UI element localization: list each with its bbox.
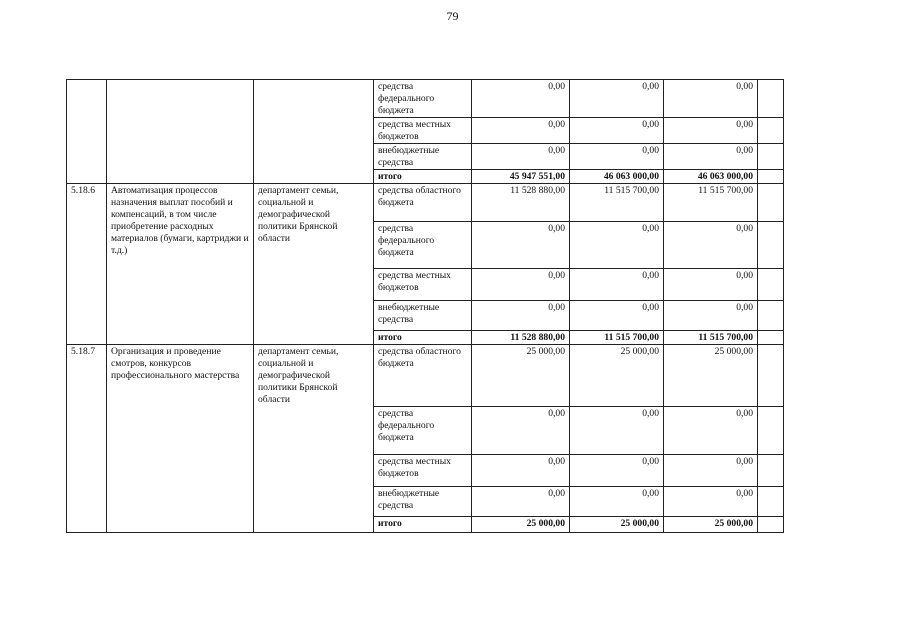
- executor-cell-empty: [254, 80, 374, 184]
- item-code: 5.18.7: [67, 345, 107, 533]
- item-code: 5.18.6: [67, 184, 107, 345]
- funding-source: средства федерального бюджета: [374, 222, 472, 269]
- value-cell: 0,00: [664, 144, 758, 170]
- value-cell: 0,00: [664, 269, 758, 301]
- value-cell: [758, 345, 784, 407]
- value-cell: 0,00: [570, 144, 664, 170]
- value-cell: 0,00: [664, 487, 758, 517]
- value-cell: [758, 331, 784, 345]
- funding-source: средства областного бюджета: [374, 184, 472, 222]
- value-cell: [758, 455, 784, 487]
- item-executor: департамент семьи, социальной и демографической политики Брянской области: [254, 345, 374, 533]
- value-cell: [758, 517, 784, 533]
- value-cell: 0,00: [570, 118, 664, 144]
- title-cell-empty: [107, 80, 254, 184]
- value-cell: [758, 118, 784, 144]
- table-row: [67, 184, 784, 222]
- total-value-cell: 25 000,00: [664, 517, 758, 533]
- value-cell: 0,00: [570, 301, 664, 331]
- value-cell: [758, 222, 784, 269]
- value-cell: 0,00: [664, 455, 758, 487]
- total-value-cell: 46 063 000,00: [664, 170, 758, 184]
- total-value-cell: 25 000,00: [472, 517, 570, 533]
- value-cell: 25 000,00: [664, 345, 758, 407]
- total-value-cell: 46 063 000,00: [570, 170, 664, 184]
- value-cell: 0,00: [472, 487, 570, 517]
- total-value-cell: 11 515 700,00: [664, 331, 758, 345]
- value-cell: [758, 269, 784, 301]
- value-cell: 11 515 700,00: [570, 184, 664, 222]
- table-row: [67, 80, 784, 118]
- item-title: Организация и проведение смотров, конкурсов профессионального мастерства: [107, 345, 254, 533]
- value-cell: [758, 80, 784, 118]
- value-cell: [758, 407, 784, 455]
- funding-source-total: итого: [374, 331, 472, 345]
- value-cell: 0,00: [570, 487, 664, 517]
- total-value-cell: 45 947 551,00: [472, 170, 570, 184]
- value-cell: 0,00: [472, 80, 570, 118]
- value-cell: 0,00: [570, 222, 664, 269]
- funding-source: средства областного бюджета: [374, 345, 472, 407]
- funding-source: внебюджетные средства: [374, 301, 472, 331]
- value-cell: 0,00: [664, 222, 758, 269]
- page-number: 79: [446, 9, 459, 23]
- value-cell: 0,00: [472, 269, 570, 301]
- value-cell: 0,00: [664, 301, 758, 331]
- funding-source: внебюджетные средства: [374, 487, 472, 517]
- total-value-cell: 25 000,00: [570, 517, 664, 533]
- value-cell: 0,00: [472, 144, 570, 170]
- value-cell: 0,00: [664, 80, 758, 118]
- table-row: [67, 345, 784, 407]
- code-cell-empty: [67, 80, 107, 184]
- value-cell: [758, 487, 784, 517]
- value-cell: 0,00: [472, 301, 570, 331]
- total-value-cell: 11 515 700,00: [570, 331, 664, 345]
- value-cell: [758, 184, 784, 222]
- value-cell: 11 528 880,00: [472, 184, 570, 222]
- value-cell: 0,00: [570, 80, 664, 118]
- value-cell: 0,00: [664, 118, 758, 144]
- total-value-cell: 11 528 880,00: [472, 331, 570, 345]
- funding-source-total: итого: [374, 517, 472, 533]
- value-cell: 0,00: [570, 269, 664, 301]
- value-cell: 0,00: [570, 407, 664, 455]
- value-cell: 11 515 700,00: [664, 184, 758, 222]
- funding-source: средства местных бюджетов: [374, 269, 472, 301]
- item-title: Автоматизация процессов назначения выплат пособий и компенсаций, в том числе приобретение расходных материалов (бумаги, картриджи и т.д.): [107, 184, 254, 345]
- value-cell: [758, 170, 784, 184]
- value-cell: 0,00: [472, 407, 570, 455]
- value-cell: [758, 301, 784, 331]
- value-cell: 0,00: [472, 222, 570, 269]
- value-cell: 0,00: [664, 407, 758, 455]
- funding-source: средства местных бюджетов: [374, 118, 472, 144]
- funding-source: внебюджетные средства: [374, 144, 472, 170]
- value-cell: 0,00: [472, 455, 570, 487]
- value-cell: [758, 144, 784, 170]
- value-cell: 25 000,00: [472, 345, 570, 407]
- funding-source: средства местных бюджетов: [374, 455, 472, 487]
- value-cell: 25 000,00: [570, 345, 664, 407]
- value-cell: 0,00: [570, 455, 664, 487]
- value-cell: 0,00: [472, 118, 570, 144]
- funding-source: средства федерального бюджета: [374, 407, 472, 455]
- budget-table: [66, 79, 784, 533]
- funding-source-total: итого: [374, 170, 472, 184]
- item-executor: департамент семьи, социальной и демографической политики Брянской области: [254, 184, 374, 345]
- funding-source: средства федерального бюджета: [374, 80, 472, 118]
